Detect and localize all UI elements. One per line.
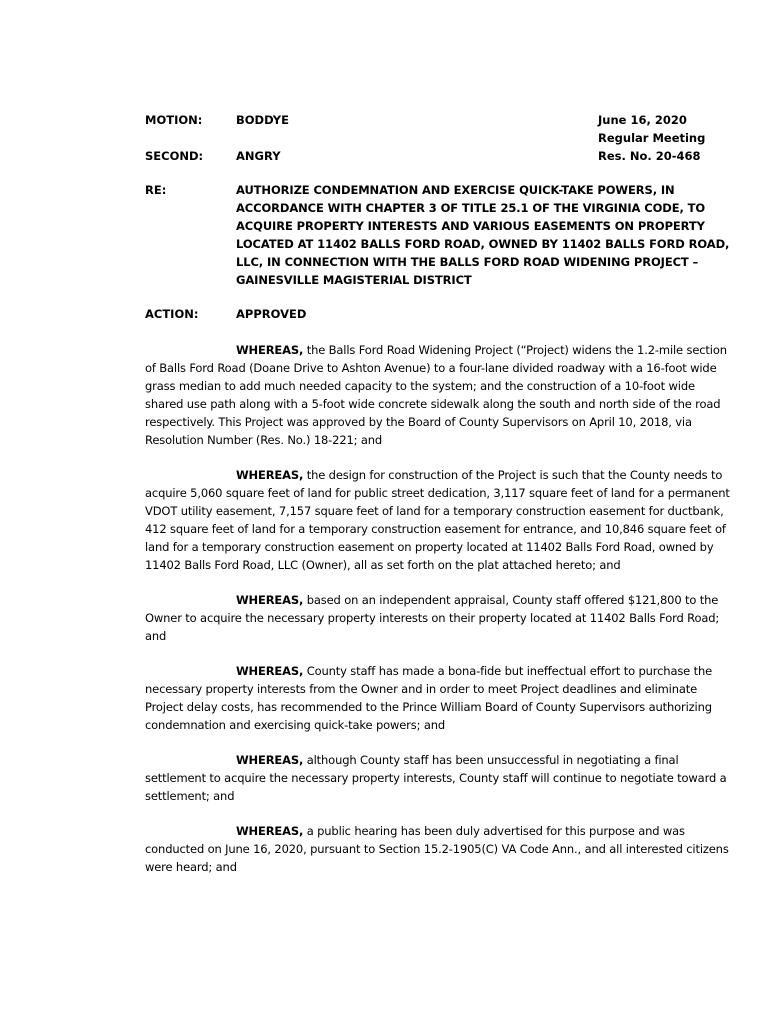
whereas-lead: WHEREAS, bbox=[236, 593, 304, 607]
whereas-lead: WHEREAS, bbox=[236, 753, 304, 767]
paragraph-text: a public hearing has been duly advertised for this purpose and was conducted on June 16, 2020, pursuant to Section 15.2-1905(C) VA Code Ann., and all interested citizens were heard; and bbox=[145, 824, 729, 874]
paragraph-text: based on an independent appraisal, County staff offered $121,800 to the Owner to acquire the necessary property interests on their property located at 11402 Balls Ford Road; and bbox=[145, 593, 720, 643]
whereas-paragraph bbox=[145, 591, 735, 645]
whereas-lead: WHEREAS, bbox=[236, 468, 304, 482]
whereas-paragraph bbox=[145, 341, 735, 449]
action-value: APPROVED bbox=[236, 307, 307, 321]
whereas-paragraph bbox=[145, 751, 735, 805]
motion-label: MOTION: bbox=[145, 113, 203, 127]
paragraph-text: the Balls Ford Road Widening Project (“Project) widens the 1.2-mile section of Balls Ford Road (Doane Drive to Ashton Avenue) to a four-lane divided roadway with a 16-foot wide grass median to add much needed capacity to the system; and the construction of a 10-foot wide shared use path along with a 5-foot wide concrete sidewalk along the south and north side of the road respectively. This Project was approved by the Board of County Supervisors on April 10, 2018, via Resolution Number (Res. No.) 18-221; and bbox=[145, 343, 727, 447]
re-subject: AUTHORIZE CONDEMNATION AND EXERCISE QUICK-TAKE POWERS, IN ACCORDANCE WITH CHAPTER 3 OF TITLE 25.1 OF THE VIRGINIA CODE, TO ACQUIRE PROPERTY INTERESTS AND VARIOUS EASEMENTS ON PROPERTY LOCATED AT 11402 BALLS FORD ROAD, OWNED BY 11402 BALLS FORD ROAD, LLC, IN CONNECTION WITH THE BALLS FORD ROAD WIDENING PROJECT – GAINESVILLE MAGISTERIAL DISTRICT bbox=[236, 183, 730, 287]
whereas-lead: WHEREAS, bbox=[236, 824, 304, 838]
whereas-paragraph bbox=[145, 822, 735, 876]
paragraph-text: although County staff has been unsuccessful in negotiating a final settlement to acquire the necessary property interests, County staff will continue to negotiate toward a settlement; and bbox=[145, 753, 727, 803]
re-label: RE: bbox=[145, 183, 167, 197]
motion-value: BODDYE bbox=[236, 113, 289, 127]
paragraph-text: the design for construction of the Project is such that the County needs to acquire 5,060 square feet of land for public street dedication, 3,117 square feet of land for a permanent VDOT utility easement, 7,157 square feet of land for a temporary construction easement for ductbank, 412 square feet of land for a temporary construction easement for entrance, and 10,846 square feet of land for a temporary construction easement on property located at 11402 Balls Ford Road, owned by 11402 Balls Ford Road, LLC (Owner), all as set forth on the plat attached hereto; and bbox=[145, 468, 730, 572]
meeting-type: Regular Meeting bbox=[598, 131, 706, 145]
resolution-body bbox=[145, 341, 735, 893]
whereas-paragraph bbox=[145, 662, 735, 734]
whereas-lead: WHEREAS, bbox=[236, 664, 304, 678]
second-value: ANGRY bbox=[236, 149, 281, 163]
whereas-paragraph bbox=[145, 466, 735, 574]
whereas-lead: WHEREAS, bbox=[236, 343, 304, 357]
action-label: ACTION: bbox=[145, 307, 199, 321]
second-label: SECOND: bbox=[145, 149, 204, 163]
resolution-number: Res. No. 20-468 bbox=[598, 149, 701, 163]
paragraph-text: County staff has made a bona-fide but ineffectual effort to purchase the necessary property interests from the Owner and in order to meet Project deadlines and eliminate Project delay costs, has recommended to the Prince William Board of County Supervisors authorizing condemnation and exercising quick-take powers; and bbox=[145, 664, 713, 732]
meeting-date: June 16, 2020 bbox=[598, 113, 687, 127]
